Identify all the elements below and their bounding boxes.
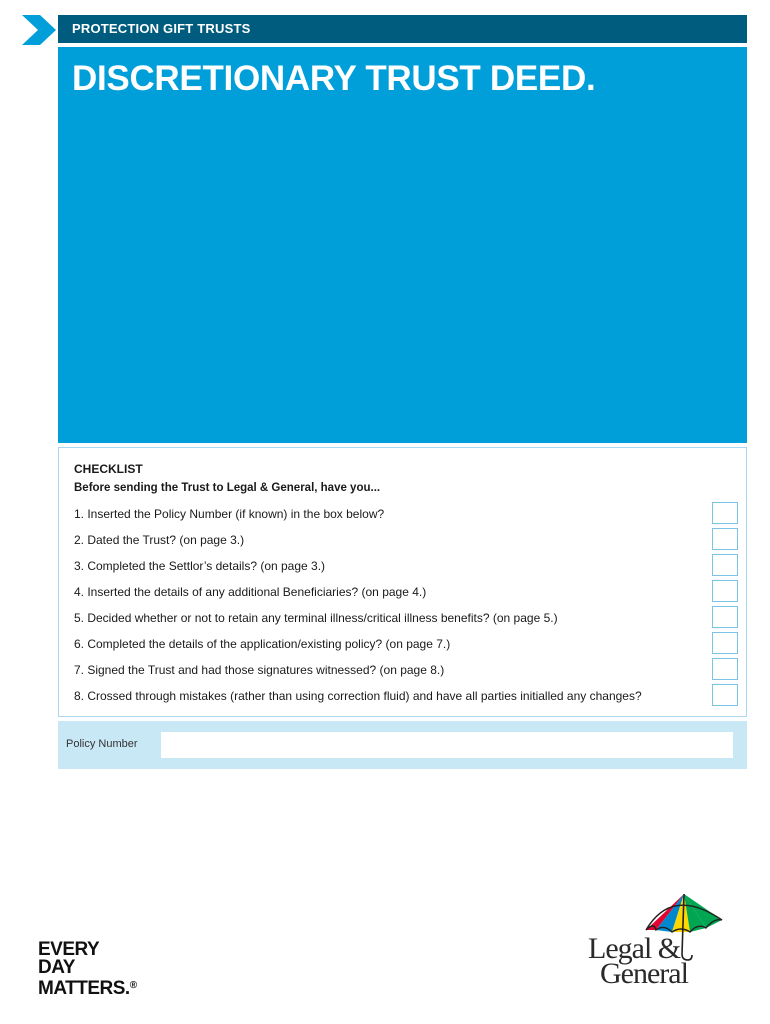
checklist-checkbox[interactable] [712,632,738,654]
checklist-item-text: 2. Dated the Trust? (on page 3.) [74,533,245,547]
checklist-checkbox[interactable] [712,580,738,602]
tagline-line-2: DAY [38,957,75,978]
policy-number-label: Policy Number [66,738,138,750]
policy-number-input[interactable] [161,732,733,758]
checklist-items [74,501,744,709]
section-label: PROTECTION GIFT TRUSTS [72,21,251,36]
checklist-item-text: 1. Inserted the Policy Number (if known) in the box below? [74,507,385,521]
checklist-subtitle: Before sending the Trust to Legal & General, have you... [74,482,381,494]
chevron-right-icon [22,15,56,45]
section-header [58,15,747,43]
checklist-item [74,605,744,631]
legal-and-general-logo [588,892,738,1002]
checklist-item [74,683,744,709]
checklist-checkbox[interactable] [712,606,738,628]
checklist-checkbox[interactable] [712,502,738,524]
tagline [38,941,137,998]
checklist-checkbox[interactable] [712,528,738,550]
checklist-checkbox[interactable] [712,554,738,576]
checklist-item-text: 6. Completed the details of the application/existing policy? (on page 7.) [74,637,451,651]
checklist-item-text: 8. Crossed through mistakes (rather than using correction fluid) and have all parties initialled any changes? [74,689,642,703]
page-title: DISCRETIONARY TRUST DEED. [72,59,596,98]
logo-line-1: Legal & [588,932,681,965]
logo-wordmark [588,932,688,990]
checklist-item-text: 7. Signed the Trust and had those signatures witnessed? (on page 8.) [74,663,445,677]
checklist-panel [58,447,747,717]
checklist-checkbox[interactable] [712,658,738,680]
registered-mark: ® [129,980,137,991]
tagline-line-3-wrap [38,977,137,998]
policy-number-panel [58,721,747,769]
checklist-item [74,579,744,605]
title-banner [58,47,747,443]
checklist-item [74,657,744,683]
checklist-item-text: 5. Decided whether or not to retain any terminal illness/critical illness benefits? (on page 5.) [74,611,558,625]
checklist-item [74,501,744,527]
checklist-item [74,527,744,553]
checklist-checkbox[interactable] [712,684,738,706]
tagline-line-3: MATTERS. [38,978,130,999]
checklist-title: CHECKLIST [74,462,143,476]
checklist-item-text: 4. Inserted the details of any additional Beneficiaries? (on page 4.) [74,585,427,599]
checklist-item [74,553,744,579]
checklist-item-text: 3. Completed the Settlor’s details? (on page 3.) [74,559,326,573]
logo-line-2: General [600,957,688,990]
checklist-item [74,631,744,657]
tagline-line-1: EVERY [38,939,100,960]
